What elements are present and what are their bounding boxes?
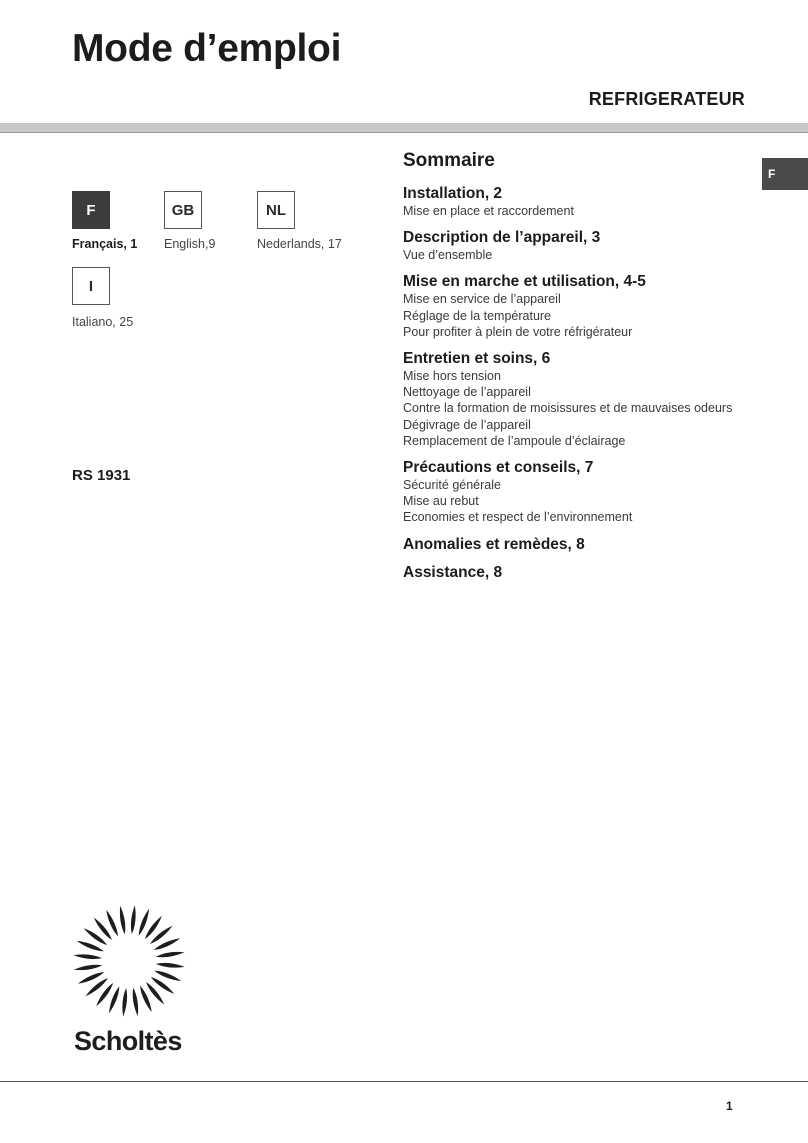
logo-petal — [131, 987, 140, 1016]
toc-section-title[interactable]: Anomalies et remèdes, 8 — [403, 535, 585, 553]
toc-subitem[interactable]: Mise en service de l’appareil — [403, 292, 561, 307]
sunburst-logo-icon — [70, 902, 188, 1020]
toc-section — [403, 349, 763, 449]
logo-petal — [156, 962, 185, 969]
toc-section-title[interactable]: Assistance, 8 — [403, 563, 503, 581]
product-type: REFRIGERATEUR — [588, 89, 745, 109]
lang-label-gb: English,9 — [164, 237, 216, 251]
table-of-contents — [403, 184, 763, 591]
logo-petal — [130, 905, 137, 934]
logo-petal — [73, 963, 102, 972]
toc-section-title[interactable]: Précautions et conseils, 7 — [403, 459, 594, 477]
lang-label-fr: Français, 1 — [72, 237, 138, 251]
toc-section-title[interactable]: Description de l’appareil, 3 — [403, 229, 601, 247]
toc-subitem[interactable]: Mise en place et raccordement — [403, 204, 574, 218]
lang-label-nl: Nederlands, 17 — [257, 237, 342, 251]
toc-subitem[interactable]: Contre la formation de moisissures et de mauvaises odeurs — [403, 401, 733, 416]
page-title: Mode d’emploi — [72, 27, 342, 70]
toc-section — [403, 458, 763, 526]
toc-subitem[interactable]: Nettoyage de l’appareil — [403, 385, 531, 400]
header-rule — [0, 123, 808, 132]
logo-petal — [121, 988, 128, 1017]
toc-subitem[interactable]: Mise au rebut — [403, 494, 479, 509]
toc-subitem[interactable]: Mise hors tension — [403, 369, 501, 384]
logo-petal — [73, 953, 102, 960]
language-side-tab: F — [762, 158, 808, 190]
toc-subitem[interactable]: Réglage de la température — [403, 308, 552, 323]
toc-subitem[interactable]: Dégivrage de l’appareil — [403, 417, 531, 432]
logo-petal — [118, 905, 127, 934]
toc-section — [403, 184, 763, 219]
toc-section-title[interactable]: Installation, 2 — [403, 185, 503, 202]
header-rule-line — [0, 132, 808, 133]
logo-petal — [155, 950, 184, 959]
toc-section — [403, 563, 763, 582]
toc-section — [403, 535, 763, 554]
lang-label-it: Italiano, 25 — [72, 315, 134, 329]
toc-subitem[interactable]: Pour profiter à plein de votre réfrigérateur — [403, 324, 633, 339]
toc-section — [403, 272, 763, 340]
toc-heading: Sommaire — [403, 150, 495, 171]
lang-box-gb[interactable]: GB — [164, 191, 202, 229]
page-number: 1 — [726, 1099, 733, 1113]
toc-section — [403, 228, 763, 263]
toc-subitem[interactable]: Remplacement de l’ampoule d’éclairage — [403, 433, 626, 448]
lang-box-fr[interactable]: F — [72, 191, 110, 229]
toc-subitem[interactable]: Economies et respect de l’environnement — [403, 510, 633, 525]
lang-box-it[interactable]: I — [72, 267, 110, 305]
lang-box-nl[interactable]: NL — [257, 191, 295, 229]
model-number: RS 1931 — [72, 467, 131, 484]
footer-rule — [0, 1081, 808, 1082]
brand-name: Scholtès — [74, 1026, 182, 1056]
toc-section-title[interactable]: Mise en marche et utilisation, 4-5 — [403, 273, 646, 291]
toc-subitem[interactable]: Sécurité générale — [403, 478, 501, 493]
toc-section-title[interactable]: Entretien et soins, 6 — [403, 350, 551, 368]
toc-subitem[interactable]: Vue d’ensemble — [403, 248, 493, 263]
